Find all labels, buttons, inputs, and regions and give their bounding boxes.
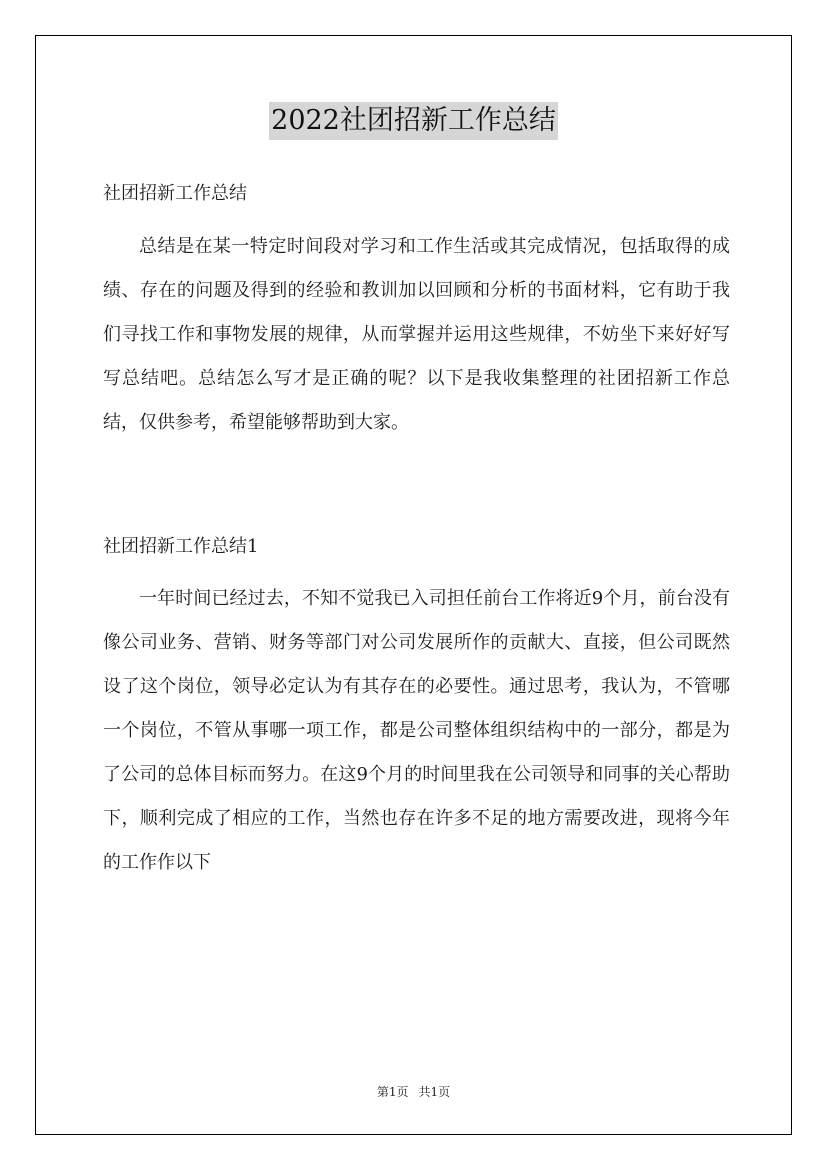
page-number-total: 共1页: [418, 1085, 451, 1099]
title-container: [0, 102, 827, 140]
section-1-paragraph: 一年时间已经过去，不知不觉我已入司担任前台工作将近9个月，前台没有像公司业务、营销、财务等部门对公司发展所作的贡献大、直接，但公司既然设了这个岗位，领导必定认为有其存在的必要性。通过思考，我认为，不管哪一个岗位，不管从事哪一项工作，都是公司整体组织结构中的一部分，都是为了公司的总体目标而努力。在这9个月的时间里我在公司领导和同事的关心帮助下，顺利完成了相应的工作，当然也存在许多不足的地方需要改进，现将今年的工作作以下: [103, 588, 730, 873]
page-footer: [0, 1083, 827, 1100]
section-1-heading: 社团招新工作总结1: [103, 536, 259, 557]
page-number-current: 第1页: [376, 1085, 409, 1099]
intro-heading: 社团招新工作总结: [103, 183, 247, 204]
document-body: [103, 176, 730, 885]
intro-paragraph: 总结是在某一特定时间段对学习和工作生活或其完成情况，包括取得的成绩、存在的问题及得到的经验和教训加以回顾和分析的书面材料，它有助于我们寻找工作和事物发展的规律，从而掌握并运用这些规律，不妨坐下来好好写写总结吧。总结怎么写才是正确的呢？以下是我收集整理的社团招新工作总结，仅供参考，希望能够帮助到大家。: [103, 236, 730, 433]
document-title: 2022社团招新工作总结: [269, 102, 558, 140]
